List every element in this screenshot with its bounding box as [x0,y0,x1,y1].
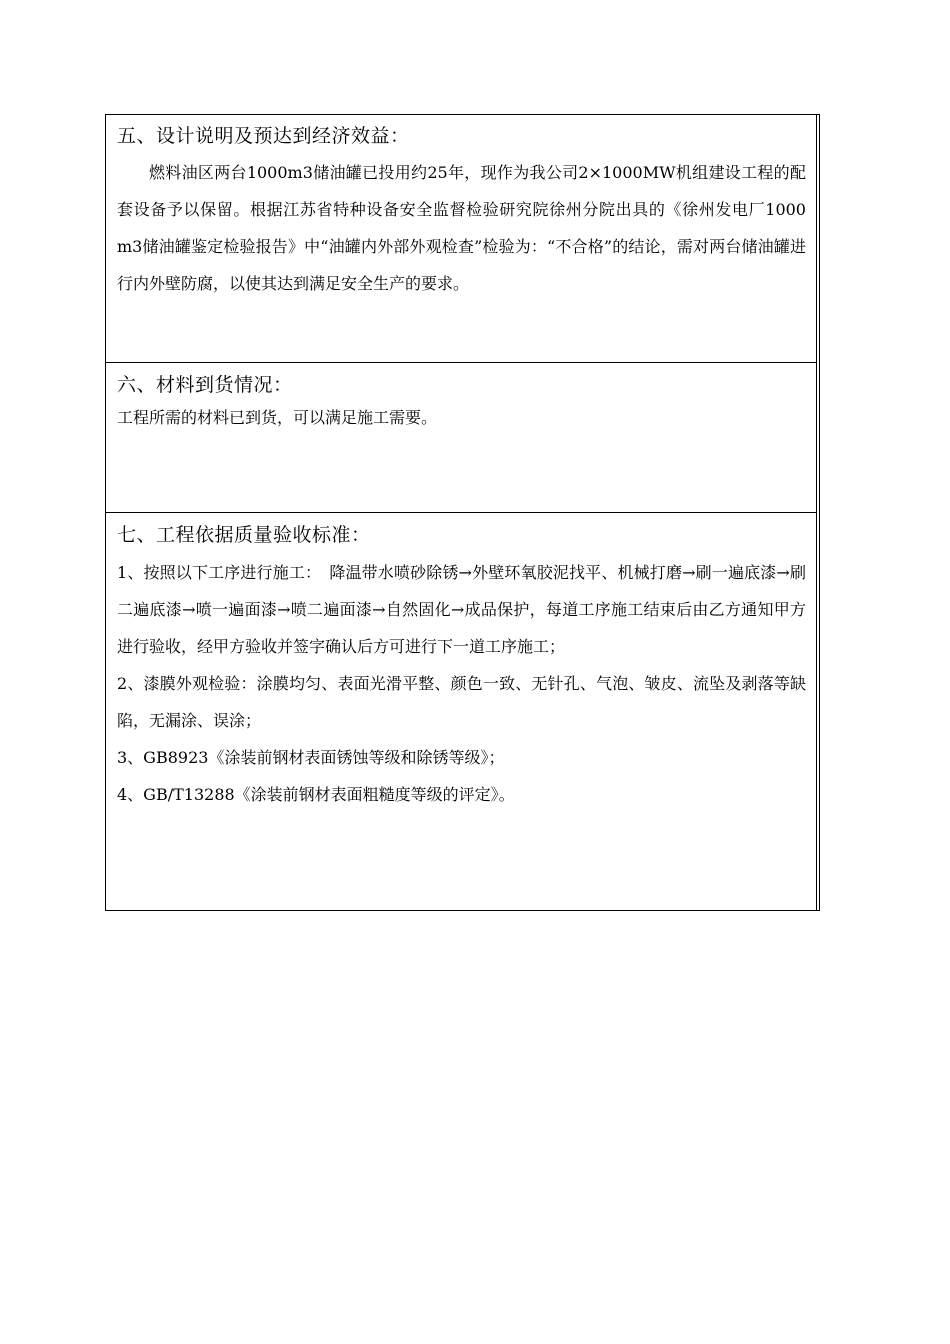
document-table [105,114,817,911]
standards-list [117,554,806,813]
list-item: 3、GB8923《涂装前钢材表面锈蚀等级和除锈等级》； [117,748,505,767]
list-item: 4、GB/T13288《涂装前钢材表面粗糙度等级的评定》。 [117,785,515,804]
section-heading: 七、工程依据质量验收标准： [117,524,371,546]
list-item: 2、漆膜外观检验：涂膜均匀、表面光滑平整、颜色一致、无针孔、气泡、皱皮、流坠及剥落等缺陷，无漏涂、误涂； [117,674,806,730]
section-paragraph: 燃料油区两台1000m3储油罐已投用约25年，现作为我公司2×1000MW机组建设工程的配套设备予以保留。根据江苏省特种设备安全监督检验研究院徐州分院出具的《徐州发电厂1000 m3储油罐鉴定检验报告》中“油罐内外部外观检查”检验为：“不合格”的结论，需对两台储油罐进行内外壁防腐，以使其达到满足安全生产的要求。 [117,163,806,293]
section-material-arrival [106,362,816,512]
section-quality-standards [106,512,816,910]
section-heading: 五、设计说明及预达到经济效益： [117,125,410,147]
section-design-description [106,124,816,362]
section-heading: 六、材料到货情况： [117,374,293,396]
section-paragraph: 工程所需的材料已到货，可以满足施工需要。 [117,408,438,427]
list-item: 1、按照以下工序进行施工： 降温带水喷砂除锈→外壁环氧胶泥找平、机械打磨→刷一遍底漆→刷二遍底漆→喷一遍面漆→喷二遍面漆→自然固化→成品保护，每道工序施工结束后由乙方通知甲方进行验收，经甲方验收并签字确认后方可进行下一道工序施工； [117,563,806,656]
